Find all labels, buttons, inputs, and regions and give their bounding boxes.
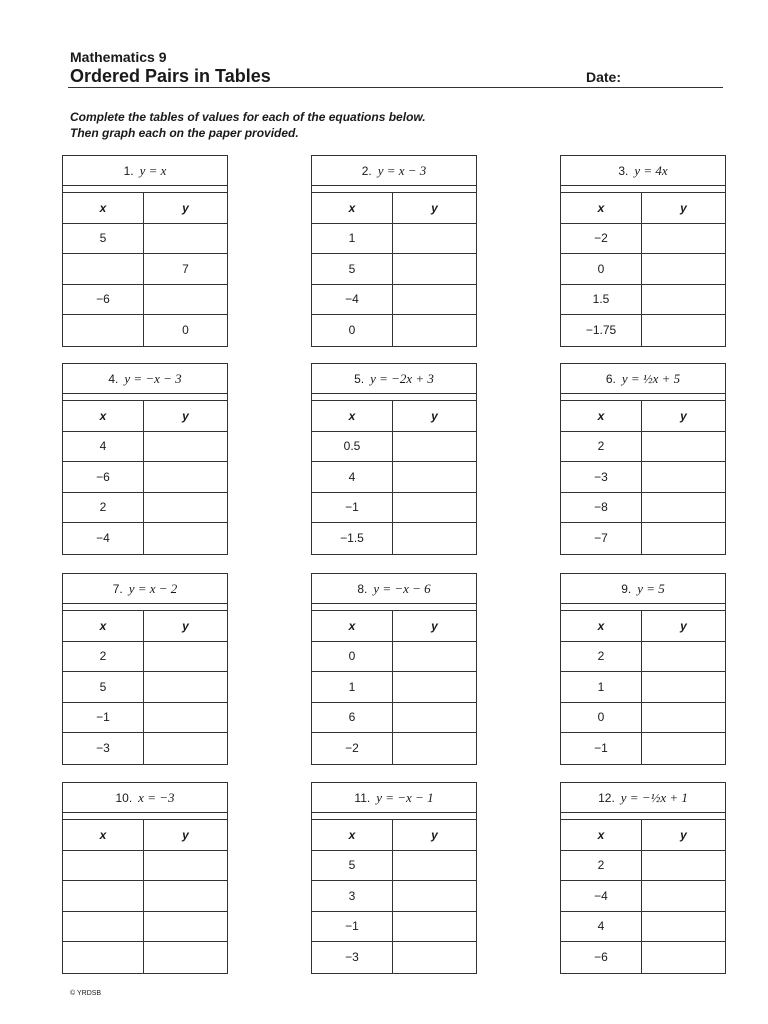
column-header-y: y [182,827,189,842]
column-header-x: x [561,401,642,431]
x-value-cell: −3 [561,462,642,492]
y-value-cell[interactable] [642,733,725,764]
x-value-cell[interactable] [63,851,144,881]
value-table-8 [311,573,477,765]
y-value-cell[interactable] [144,493,227,523]
table-row [63,942,227,973]
x-value-cell[interactable] [63,942,144,973]
column-header-y: y [431,618,438,633]
x-value-cell: −4 [561,881,642,911]
column-header-row [312,193,476,224]
y-value-cell[interactable] [642,523,725,554]
spacer-row [312,394,476,401]
equation-heading [312,156,476,186]
table-row [63,672,227,703]
y-value-cell[interactable] [642,851,725,881]
table-row [312,672,476,703]
header-rule [68,87,723,88]
equation-heading [63,156,227,186]
x-value-cell: 2 [561,851,642,881]
x-value-cell[interactable] [63,912,144,942]
x-value-cell: 5 [312,851,393,881]
y-value-cell[interactable] [393,912,476,942]
column-header-x: x [63,820,144,850]
problem-number: 8. [357,582,368,596]
problem-number: 7. [112,582,123,596]
equation-text: y = −x − 1 [376,790,434,805]
x-value-cell: 2 [63,493,144,523]
spacer-row [561,186,725,193]
equation-text: y = 4x [634,163,668,178]
table-row [312,315,476,346]
y-value-cell[interactable] [144,523,227,554]
x-value-cell: 1 [312,224,393,254]
y-value-cell: 7 [182,261,189,276]
x-value-cell: 0 [312,642,393,672]
y-value-cell[interactable] [393,881,476,911]
y-value-cell[interactable] [144,942,227,973]
problem-number: 12. [598,791,615,805]
spacer-row [561,394,725,401]
column-header-row [312,401,476,432]
table-row [312,493,476,524]
column-header-row [561,193,725,224]
y-value-cell[interactable] [393,703,476,733]
table-row [312,432,476,463]
y-value-cell[interactable] [393,315,476,346]
y-value-cell[interactable] [642,642,725,672]
equation-heading [63,783,227,813]
table-row [63,285,227,316]
x-value-cell: 1 [561,672,642,702]
value-table-4 [62,363,228,555]
spacer-row [561,604,725,611]
x-value-cell[interactable] [63,315,144,346]
table-row [63,493,227,524]
table-row [63,315,227,346]
x-value-cell: 5 [63,672,144,702]
table-row [561,254,725,285]
table-row [561,315,725,346]
table-row [312,703,476,734]
value-table-6 [560,363,726,555]
column-header-row [63,401,227,432]
y-value-cell[interactable] [642,672,725,702]
table-row [312,642,476,673]
column-header-y: y [680,618,687,633]
table-row [312,851,476,882]
column-header-x: x [312,820,393,850]
x-value-cell: 0 [312,315,393,346]
worksheet-title: Ordered Pairs in Tables [70,66,271,86]
y-value-cell[interactable] [144,285,227,315]
x-value-cell: 4 [312,462,393,492]
equation-text: y = −x − 3 [124,371,182,386]
y-value-cell[interactable] [393,733,476,764]
y-value-cell[interactable] [393,523,476,554]
spacer-row [63,186,227,193]
column-header-y: y [431,200,438,215]
table-row [561,224,725,255]
y-value-cell[interactable] [393,432,476,462]
y-value-cell[interactable] [642,942,725,973]
equation-text: x = −3 [138,790,175,805]
spacer-row [63,604,227,611]
table-row [561,493,725,524]
y-value-cell[interactable] [144,703,227,733]
table-row [312,881,476,912]
table-row [63,851,227,882]
value-table-11 [311,782,477,974]
x-value-cell: 0 [561,703,642,733]
instruction-line-1: Complete the tables of values for each of the equations below. [70,110,426,124]
y-value-cell[interactable] [144,851,227,881]
y-value-cell[interactable] [642,254,725,284]
column-header-row [63,193,227,224]
y-value-cell[interactable] [393,642,476,672]
x-value-cell: 2 [561,432,642,462]
value-table-3 [560,155,726,347]
equation-text: y = −2x + 3 [370,371,434,386]
column-header-y: y [680,408,687,423]
table-row [63,703,227,734]
column-header-x: x [63,193,144,223]
table-row [63,462,227,493]
problem-number: 9. [621,582,632,596]
equation-text: y = −x − 6 [373,581,431,596]
table-row [63,881,227,912]
table-row [63,912,227,943]
y-value-cell[interactable] [642,462,725,492]
column-header-y: y [680,827,687,842]
table-row [63,432,227,463]
y-value-cell[interactable] [642,315,725,346]
table-row [312,733,476,764]
y-value-cell[interactable] [393,254,476,284]
spacer-row [63,813,227,820]
x-value-cell: 1.5 [561,285,642,315]
y-value-cell[interactable] [144,881,227,911]
x-value-cell: −4 [63,523,144,554]
problem-number: 5. [354,372,365,386]
x-value-cell: −6 [63,285,144,315]
x-value-cell: 0.5 [312,432,393,462]
equation-heading [561,574,725,604]
table-row [312,523,476,554]
x-value-cell: −1.75 [561,315,642,346]
equation-heading [312,364,476,394]
table-row [561,642,725,673]
x-value-cell: −2 [561,224,642,254]
spacer-row [63,394,227,401]
x-value-cell: −1 [63,703,144,733]
table-row [63,733,227,764]
instruction-line-2: Then graph each on the paper provided. [70,126,299,140]
problem-number: 6. [605,372,616,386]
date-label: Date: [586,69,622,85]
column-header-y: y [182,408,189,423]
y-value-cell[interactable] [144,912,227,942]
x-value-cell: 0 [561,254,642,284]
problem-number: 2. [361,164,372,178]
column-header-x: x [561,193,642,223]
x-value-cell: −1 [312,493,393,523]
y-value-cell: 0 [182,323,189,338]
column-header-y: y [680,200,687,215]
y-value-cell[interactable] [642,432,725,462]
x-value-cell: −1 [561,733,642,764]
table-row [561,285,725,316]
table-row [561,733,725,764]
x-value-cell: 5 [312,254,393,284]
x-value-cell: −2 [312,733,393,764]
value-table-5 [311,363,477,555]
column-header-y: y [431,827,438,842]
column-header-x: x [561,611,642,641]
table-row [63,224,227,255]
column-header-y: y [182,200,189,215]
y-value-cell[interactable] [144,462,227,492]
value-table-12 [560,782,726,974]
column-header-x: x [561,820,642,850]
equation-text: y = ½x + 5 [621,371,681,386]
y-value-cell[interactable] [642,493,725,523]
column-header-x: x [312,401,393,431]
x-value-cell: −6 [63,462,144,492]
table-row [561,703,725,734]
x-value-cell: −3 [312,942,393,973]
x-value-cell: 4 [561,912,642,942]
table-row [312,942,476,973]
equation-heading [312,574,476,604]
spacer-row [312,186,476,193]
value-table-9 [560,573,726,765]
table-row [63,254,227,285]
x-value-cell: −3 [63,733,144,764]
table-row [561,912,725,943]
y-value-cell[interactable] [144,224,227,254]
equation-text: y = −½x + 1 [620,790,688,805]
equation-heading [63,574,227,604]
problem-number: 1. [123,164,134,178]
y-value-cell[interactable] [642,285,725,315]
problem-number: 10. [115,791,133,805]
problem-number: 4. [108,372,119,386]
column-header-x: x [312,611,393,641]
column-header-row [312,820,476,851]
x-value-cell: 6 [312,703,393,733]
value-table-10 [62,782,228,974]
equation-text: y = x − 3 [377,163,427,178]
equation-text: y = 5 [637,581,665,596]
table-row [561,942,725,973]
column-header-row [63,820,227,851]
instructions [70,109,426,141]
column-header-row [561,401,725,432]
spacer-row [312,813,476,820]
table-row [561,851,725,882]
table-row [561,432,725,463]
column-header-row [63,611,227,642]
x-value-cell: 5 [63,224,144,254]
equation-text: y = x [139,163,167,178]
y-value-cell[interactable] [393,285,476,315]
x-value-cell: 1 [312,672,393,702]
table-row [561,672,725,703]
y-value-cell[interactable] [642,224,725,254]
column-header-x: x [63,611,144,641]
x-value-cell: −4 [312,285,393,315]
y-value-cell[interactable] [144,672,227,702]
footer-copyright: © YRDSB [70,990,102,997]
table-row [312,285,476,316]
y-value-cell[interactable] [642,703,725,733]
column-header-row [312,611,476,642]
column-header-x: x [63,401,144,431]
y-value-cell[interactable] [393,462,476,492]
y-value-cell[interactable] [393,942,476,973]
x-value-cell: −6 [561,942,642,973]
spacer-row [561,813,725,820]
y-value-cell[interactable] [393,851,476,881]
value-table-1 [62,155,228,347]
subject-label: Mathematics 9 [70,49,167,65]
table-row [63,523,227,554]
column-header-x: x [312,193,393,223]
problem-number: 3. [618,164,629,178]
column-header-y: y [431,408,438,423]
equation-heading [312,783,476,813]
y-value-cell[interactable] [144,432,227,462]
x-value-cell: 3 [312,881,393,911]
x-value-cell[interactable] [63,881,144,911]
equation-heading [561,156,725,186]
value-table-2 [311,155,477,347]
x-value-cell: −1 [312,912,393,942]
y-value-cell[interactable] [144,642,227,672]
x-value-cell: 2 [63,642,144,672]
table-row [312,912,476,943]
table-row [561,881,725,912]
y-value-cell[interactable] [393,224,476,254]
equation-text: y = x − 2 [128,581,178,596]
equation-heading [63,364,227,394]
column-header-row [561,820,725,851]
x-value-cell[interactable] [63,254,144,284]
table-row [561,462,725,493]
y-value-cell[interactable] [144,733,227,764]
problem-number: 11. [354,791,371,805]
equation-heading [561,364,725,394]
x-value-cell: −7 [561,523,642,554]
column-header-row [561,611,725,642]
column-header-y: y [182,618,189,633]
x-value-cell: −1.5 [312,523,393,554]
x-value-cell: 4 [63,432,144,462]
table-row [561,523,725,554]
value-table-7 [62,573,228,765]
y-value-cell[interactable] [393,672,476,702]
spacer-row [312,604,476,611]
table-row [312,462,476,493]
x-value-cell: −8 [561,493,642,523]
table-row [312,254,476,285]
table-row [63,642,227,673]
x-value-cell: 2 [561,642,642,672]
y-value-cell[interactable] [393,493,476,523]
equation-heading [561,783,725,813]
y-value-cell[interactable] [642,881,725,911]
table-row [312,224,476,255]
y-value-cell[interactable] [642,912,725,942]
